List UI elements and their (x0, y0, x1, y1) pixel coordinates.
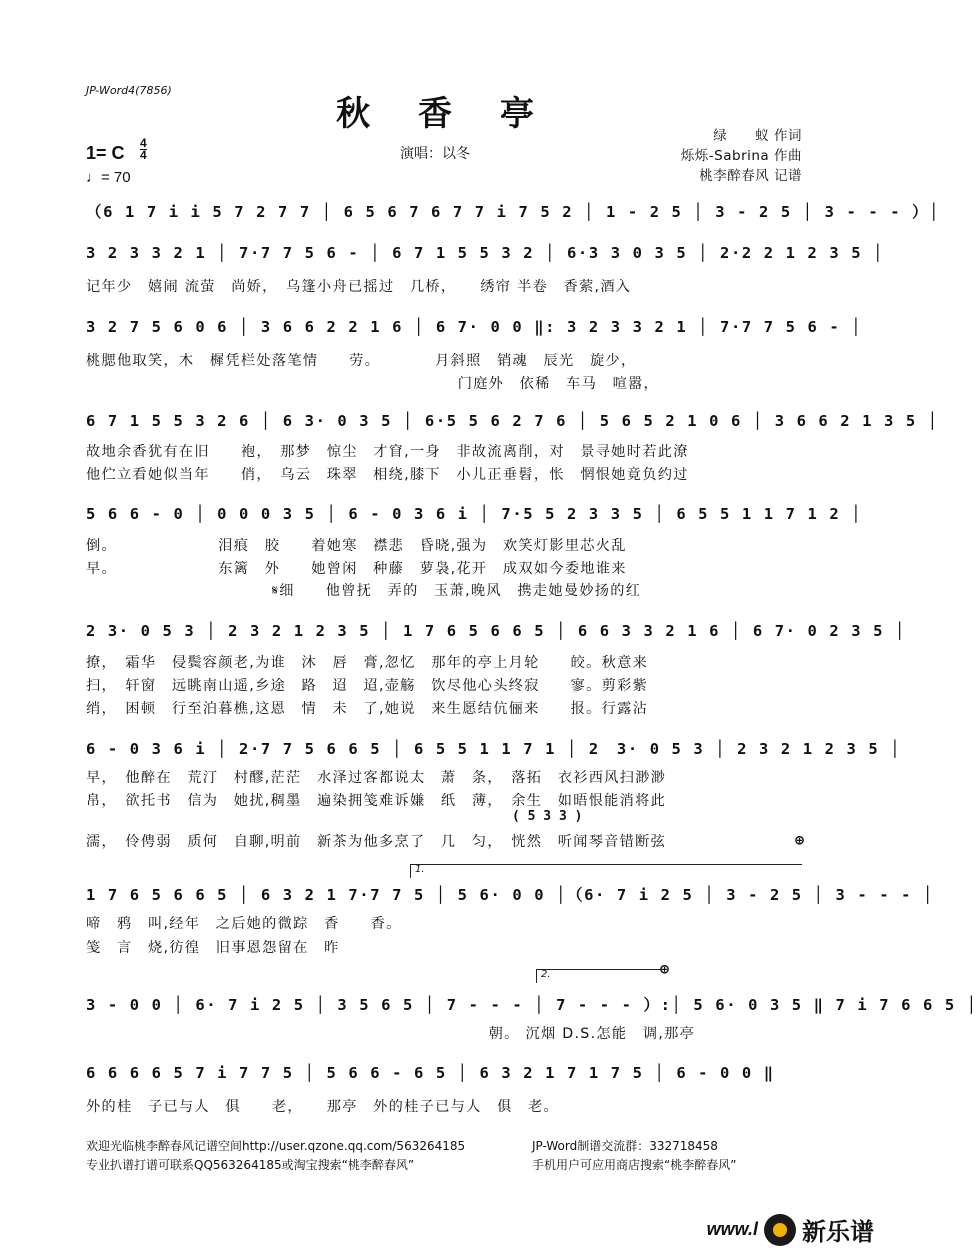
lyric-row-4a: 倒。 泪痕 胶 着她寒 襟悲 昏晓,强为 欢笑灯影里芯火乱 (86, 538, 627, 554)
volta-bracket-2: 2. (536, 969, 662, 983)
score-row-7: 1 7 6 5 6 6 5 │ 6 3 2 1 7·7 7 5 │ 5 6· 0 0 │（6· 7 i 2 5 │ 3 - 2 5 │ 3 - - - │ (86, 886, 934, 904)
coda-annotation: ( 5 3 3 ) (512, 809, 583, 824)
lyric-row-2b: 门庭外 依稀 车马 喧嚣， (86, 376, 660, 392)
singer-credit: 演唱：以冬 (400, 146, 470, 162)
lyric-row-8: 朝。 沉烟 D.S.怎能 调,那亭 (86, 1026, 696, 1042)
score-row-6: 6 - 0 3 6 i │ 2·7 7 5 6 6 5 │ 6 5 5 1 1 7 1 │ 2 3· 0 5 3 │ 2 3 2 1 2 3 5 │ (86, 740, 902, 758)
tempo-marking: ♩= 70 (86, 169, 131, 186)
score-row-2: 3 2 7 5 6 0 6 │ 3 6 6 2 2 1 6 │ 6 7· 0 0 ‖: 3 2 3 3 2 1 │ 7·7 7 5 6 - │ (86, 318, 863, 336)
lyric-row-5c: 绡， 困顿 行至泊暮樵,这恩 情 未 了,她说 来生愿结伉俪来 报。行露沾 (86, 701, 649, 717)
lyric-row-2a: 桃腮他取笑，木 樨凭栏处落笔情 劳。 月斜照 销魂 辰光 旋少， (86, 353, 637, 369)
lyric-row-6a: 早， 他醉在 荒汀 村醪,茫茫 水泽过客都说太 萧 条， 落拓 衣衫西风扫渺渺 (86, 770, 667, 786)
score-row-5: 2 3· 0 5 3 │ 2 3 2 1 2 3 5 │ 1 7 6 5 6 6 5 │ 6 6 3 3 2 1 6 │ 6 7· 0 2 3 5 │ (86, 622, 906, 640)
score-row-1: 3 2 3 3 2 1 │ 7·7 7 5 6 - │ 6 7 1 5 5 3 2 │ 6·3 3 0 3 5 │ 2·2 2 1 2 3 5 │ (86, 244, 885, 262)
page-title: 秋 香 亭 (336, 94, 552, 134)
lyric-row-1: 记年少 嬉闹 流萤 尚娇， 乌篷小舟已摇过 几桥， 绣帘 半卷 香萦,酒入 (86, 279, 632, 295)
score-row-intro: （6 1 7 i i 5 7 2 7 7 │ 6 5 6 7 6 7 7 i 7 5 2 │ 1 - 2 5 │ 3 - 2 5 │ 3 - - - ）│ (86, 203, 941, 221)
coda-icon-2: ⊕ (660, 960, 670, 978)
logo-text: 新乐谱 (802, 1218, 874, 1246)
time-signature: 4 4 (140, 136, 147, 162)
lyric-row-7a: 啼 鸦 叫,经年 之后她的微踪 香 香。 (86, 916, 402, 932)
site-logo (707, 1212, 874, 1247)
footer-contact: 专业扒谱打谱可联系QQ563264185或淘宝搜索“桃李醉春风” (86, 1158, 415, 1172)
score-row-3: 6 7 1 5 5 3 2 6 │ 6 3· 0 3 5 │ 6·5 5 6 2 7 6 │ 5 6 5 2 1 0 6 │ 3 6 6 2 1 3 5 │ (86, 412, 939, 430)
lyric-row-4b: 早。 东篱 外 她曾闲 种藤 萝袅,花开 成双如今委地谁来 (86, 561, 627, 577)
score-row-8: 3 - 0 0 │ 6· 7 i 2 5 │ 3 5 6 5 │ 7 - - - │ 7 - - - ）:│ 5 6· 0 3 5 ‖ 7 i 7 6 6 5 │ (86, 996, 978, 1014)
lyric-row-7b: 笺 言 烧,彷徨 旧事恩怨留在 昨 (86, 940, 340, 956)
transcriber-credit: 桃李醉春风 记谱 (699, 168, 802, 184)
score-row-4: 5 6 6 - 0 │ 0 0 0 3 5 │ 6 - 0 3 6 i │ 7·5 5 2 3 3 5 │ 6 5 5 1 1 7 1 2 │ (86, 505, 863, 523)
composer-credit: 烁烁-Sabrina 作曲 (680, 148, 802, 164)
volta-bracket-1: 1. (410, 864, 802, 878)
key-signature: 1= C (86, 143, 125, 163)
logo-url: www.l (706, 1219, 758, 1239)
lyric-row-6c: 濡， 伶俜弱 质何 自聊,明前 新茶为他多烹了 几 匀， 恍然 听闻琴音错断弦 (86, 834, 667, 850)
lyric-row-4c: 𝄋细 他曾抚 弄的 玉萧,晚风 携走她曼妙扬的红 (86, 583, 642, 599)
credits-block (650, 126, 802, 186)
record-icon (764, 1214, 796, 1246)
lyric-row-3b: 他伫立看她似当年 俏， 乌云 珠翠 相绕,膝下 小儿正垂髫，怅 惘恨她竟负约过 (86, 467, 689, 483)
coda-icon: ⊕ (795, 831, 805, 849)
lyricist-credit: 绿 蚁 作词 (713, 128, 802, 144)
lyric-row-5b: 扫， 轩窗 远眺南山遥,乡途 路 迢 迢,壶觞 饮尽他心头终寂 寥。剪彩紫 (86, 678, 649, 694)
lyric-row-6b: 帛， 欲托书 信为 她扰,稠墨 遍染拥笺难诉嫌 纸 薄， 余生 如晤恨能消将此 (86, 793, 667, 809)
lyric-row-5a: 撩， 霜华 侵鬓容颜老,为谁 沐 唇 膏,忽忆 那年的亭上月轮 皎。秋意来 (86, 655, 649, 671)
lyric-row-3a: 故地余香犹有在旧 袍， 那梦 惊尘 才窅,一身 非故流离削，对 景寻她时若此潦 (86, 444, 689, 460)
edition-label: JP-Word4(7856) (86, 84, 172, 97)
footer-website: 欢迎光临桃李醉春风记谱空间http://user.qzone.qq.com/563264185 (86, 1139, 466, 1153)
lyric-row-9: 外的桂 子已与人 俱 老， 那亭 外的桂子已与人 俱 老。 (86, 1099, 560, 1115)
footer-group: JP-Word制谱交流群：332718458 (532, 1139, 718, 1153)
footer-mobile: 手机用户可应用商店搜索“桃李醉春风” (532, 1158, 737, 1172)
score-row-9: 6 6 6 6 5 7 i 7 7 5 │ 5 6 6 - 6 5 │ 6 3 2 1 7 1 7 5 │ 6 - 0 0 ‖ (86, 1064, 775, 1082)
